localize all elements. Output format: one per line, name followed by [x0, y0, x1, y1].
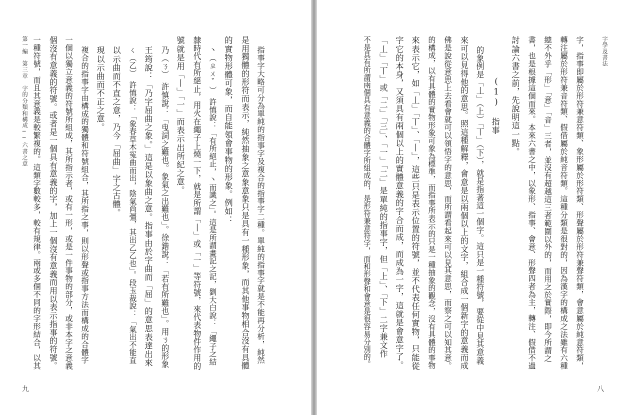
text-column: 乃（ㄋ） 許慎說：「曳詞之難也。象氣之出難也」。徐鍇說：「若有所難也」。用ㄋ的形象 [160, 46, 170, 369]
text-column: 「丄」「丅」或「二」「三」、「一」「二」是單純的指事字，但「上」、「下」二字兼文作 [379, 36, 390, 358]
text-column: 指事字大略可分為單純的指事字及複合的指事字二種。單純的指事字就是不能再分析，純然 [256, 46, 266, 364]
right-page-number: 八 [597, 385, 604, 393]
text-column: 王筠說：「乃字屈曲之象。」這是以象曲之意。指事由於字曲而「屈」的意思表達出來 [144, 46, 155, 367]
text-column: 個沒有意義的符號。或者是一個具有意義的字，加上一個沒有意義而用以表示指事的符號。 [49, 36, 58, 370]
text-column: 討論六書之前，先說明這一點。 [511, 36, 522, 156]
left-running-head: 第一編 第三章 字的分類和構成──六書之意 [21, 36, 27, 167]
text-column: 轉注屬於形符兼音符類、假借屬於純音符類。這種分類是很對的，因為漢字的構成之法雖有六種 [559, 36, 569, 370]
text-column: 不是具有所謂兩個具有意義的合體字所組成的，是形符兼意符字，而和形聲和會意是很容易分別的。 [363, 36, 373, 369]
text-column: 一種符號，而且其意義是較繁複的。這類字數較多，較有規律。兩或多個不同的字形結合，以其 [32, 36, 42, 370]
text-column: 號就是用「丨」「一」而表示出所紀之意。 [176, 36, 187, 195]
text-column: 總不外乎「形」「意」「音」三者，並沒有超越這三者範圍以外的，而用之於實際，即今所謂之 [543, 36, 553, 363]
text-column: 丶（ㄓㄨˇ） 許慎說：「有所絕止，丶而識之」。這是所謂畫記之記，劉大白說：「繩子之結 [208, 46, 218, 366]
text-column: 字，指事即屬於形符兼意符類、象形屬於形符類、形聲屬於形符兼聲符類，會意屬於純意符類， [575, 36, 585, 370]
text-column: 複合的指事字由構成的獨體和符號組合，其所指之事，則以形聲或指事方法而構成的合體字 [80, 46, 90, 364]
right-running-head: 字學及書法 [601, 36, 607, 67]
left-page-number: 九 [22, 385, 29, 393]
right-page [317, 0, 628, 415]
text-column: 一個以獨立意義的符號所組成，其所指示者，或有一形，或是一件事物的部分，或非本字之意義 [64, 36, 74, 370]
text-column: 書，也是根據這個而來。本來六書之中，以象形、指事、會意、形聲四者為主，轉注、假借不過 [527, 36, 537, 370]
text-column: ㄑ（乙） 許慎說：「象春草木冤曲而出，陰氣尚彊，其出乙乙也」。段玉裁說：「氣出不能直 [128, 46, 138, 365]
section-heading: (1) 指事 [491, 76, 502, 135]
text-column: 佛是說從意思上去看會就可以領悟字的意思，而所謂看起來可以見其意思，而察之可以知其意。 [443, 36, 453, 370]
left-page [0, 0, 311, 415]
text-column: 的象例是「丄」（上）「丅」（下），就是指著這一個字。這只是一種符號，要從中見其意義 [475, 46, 485, 365]
text-column: 來表示它，如「丄」「丅」、「丨」，這些只是表示位置的符號，並不代表任何實物，只能從 [411, 36, 422, 371]
text-column: 字它的本身，又須具有兩個以上的實體意義的字合而成，而成為一字，這就是會意字了。 [395, 36, 406, 370]
text-column: 隸時代有所絕止，用火在繩子上燒一下，就是所謂「丨」或「一」等符號，來代表物件作用的 [192, 36, 202, 371]
text-column: 現以示曲而不正之意。 [96, 46, 107, 132]
text-column: 的構成，以有具體的實物形象可象為標準，而指事所表示的只是一種抽象的觀念，沒有具體的事物 [427, 36, 437, 370]
text-column: 是用獨體的形符而表示，純然抽象之意象意象只是具有一種形象，而其他事物相合沒有具體 [241, 36, 250, 370]
text-column: 來可以見得他的意思。照這種解釋，會意是以兩個以上的文字，組合成一個新字的意義而成 [460, 36, 469, 370]
text-column: 以示曲而不直之意，乃今「屈曲」字之古體。 [112, 46, 123, 217]
text-column: 的實物形體可象，而自能領會事物的形象。例如： [224, 36, 235, 225]
